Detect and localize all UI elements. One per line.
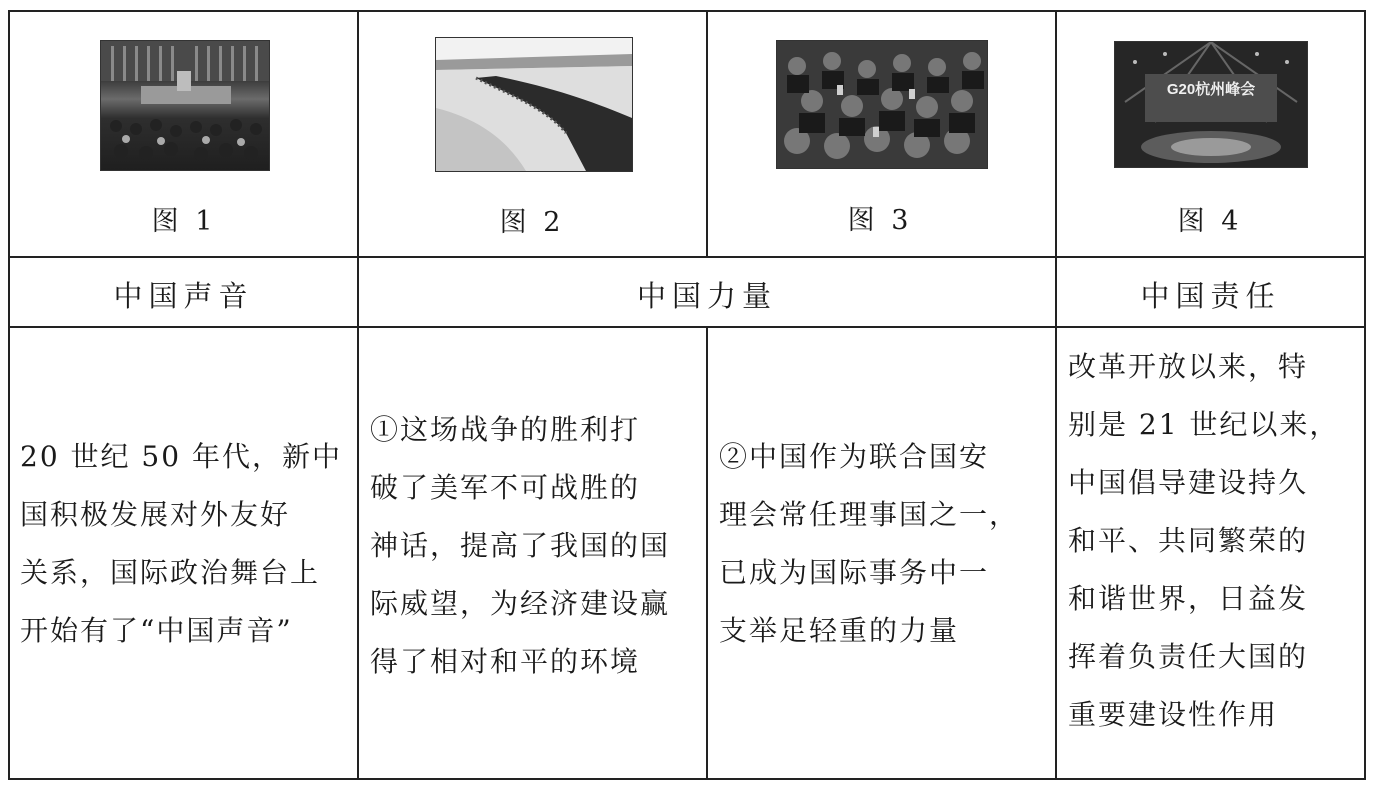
text-line: 中国倡导建设持久 [1068,466,1309,499]
text-line: 和谐世界，日益发 [1068,582,1309,615]
text-line: 挥着负责任大国的 [1068,640,1309,673]
text-line: 重要建设性作用 [1068,698,1279,731]
cell-china-responsibility [1068,338,1358,744]
photo-1-conference-hall [100,40,270,171]
text-line: 理会常任理事国之一， [719,498,1020,531]
col-divider-2-top [706,10,708,257]
caption-figure-4: 图 4 [1177,206,1243,237]
text-line: 别是 21 世纪以来， [1068,408,1340,441]
text-line: 关系，国际政治舞台上 [20,556,321,589]
photo-2-troops-crossing [435,37,633,172]
text-line: 神话，提高了我国的国 [370,529,671,562]
text-line: 已成为国际事务中一 [719,556,990,589]
caption-figure-3: 图 3 [847,205,913,236]
photo-4-g20-summit [1114,41,1308,168]
cell-china-voice [20,428,350,660]
col-divider-2-bottom [706,326,708,780]
text-line: 国积极发展对外友好 [20,498,291,531]
text-line: 破了美军不可战胜的 [370,471,641,504]
caption-figure-2: 图 2 [499,207,565,238]
text-line: 改革开放以来，特 [1068,350,1309,383]
text-line: 和平、共同繁荣的 [1068,524,1309,557]
text-line: 20 世纪 50 年代，新中 [20,440,342,473]
header-china-responsibility: 中国责任 [1140,279,1281,313]
text-line: ①这场战争的胜利打 [370,413,641,446]
text-line: 际威望，为经济建设赢 [370,587,671,620]
col-divider-3 [1055,10,1057,780]
col-divider-1 [357,10,359,780]
text-line: ②中国作为联合国安 [719,440,990,473]
row-divider-2 [8,326,1366,328]
text-line: 开始有了“中国声音” [20,614,293,647]
header-china-power: 中国力量 [636,279,777,313]
row-divider-1 [8,256,1366,258]
cell-china-power-2 [719,428,1049,660]
table-border-left [8,10,10,780]
photo-3-un-assembly [776,40,988,169]
header-china-voice: 中国声音 [113,279,254,313]
table-border-top [8,10,1366,12]
text-line: 得了相对和平的环境 [370,645,641,678]
photo-4-banner-text: G20杭州峰会 [1166,81,1256,98]
caption-figure-1: 图 1 [151,206,217,237]
cell-china-power-1 [370,401,700,691]
text-line: 支举足轻重的力量 [719,614,960,647]
table-border-right [1364,10,1366,780]
table-border-bottom [8,778,1366,780]
